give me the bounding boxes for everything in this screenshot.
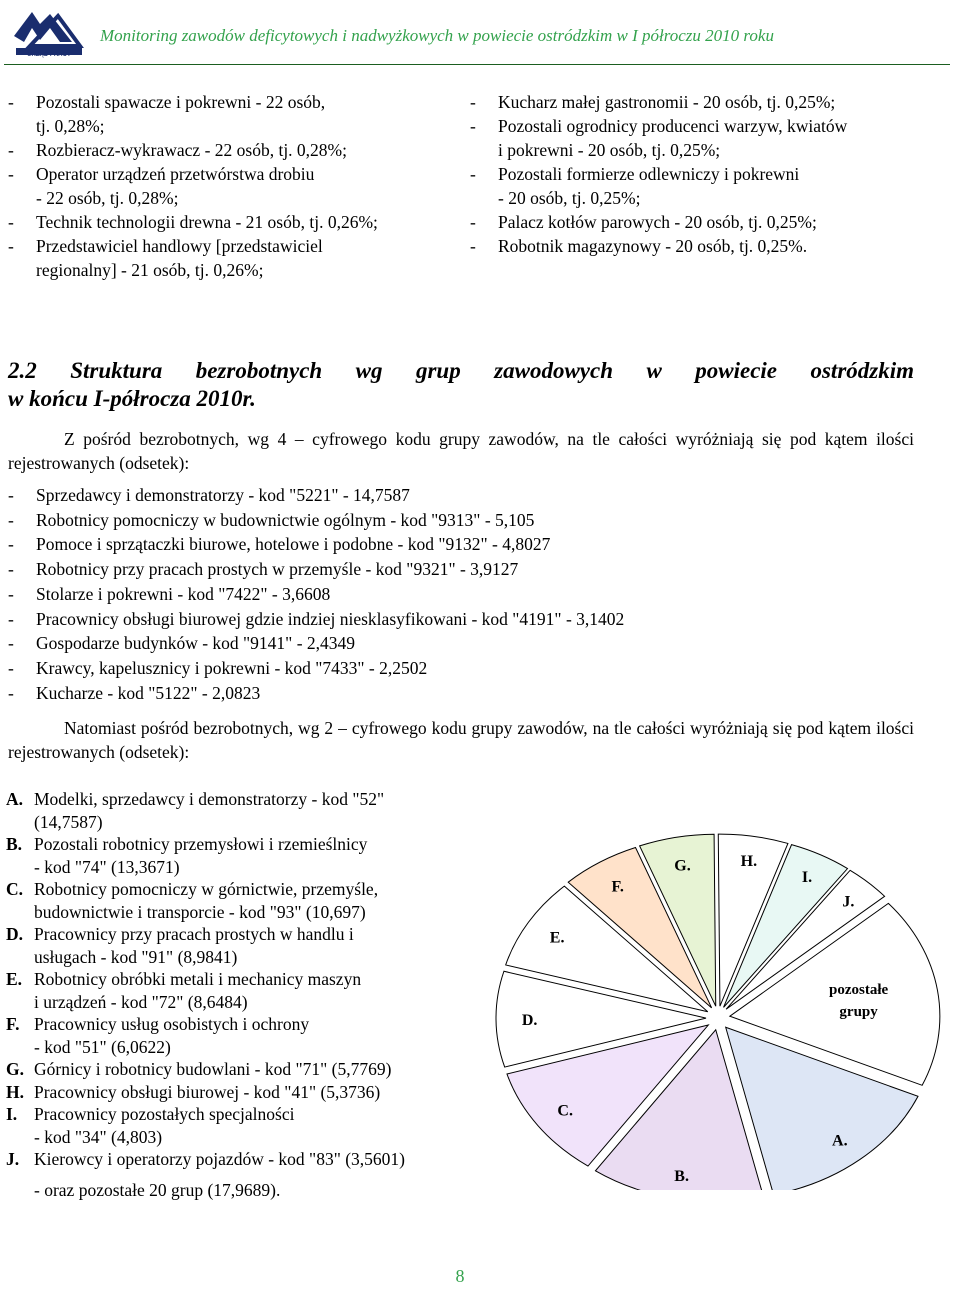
list-item: - Krawcy, kapelusznicy i pokrewni - kod "7433" - 2,2502 <box>8 657 428 678</box>
legend-item: J. Kierowcy i operatorzy pojazdów - kod "83" (3,5601) <box>6 1149 405 1169</box>
legend-item: A. Modelki, sprzedawcy i demonstratorzy - kod "52" (14,7587) <box>6 789 385 832</box>
legend-item: I. Pracownicy pozostałych specjalności - kod "34" (4,803) <box>6 1104 295 1147</box>
legend-item: C. Robotnicy pomocniczy w górnictwie, przemyśle, budownictwie i transporcie - kod "93" (10,697) <box>6 879 379 922</box>
list-item: - Stolarze i pokrewni - kod "7422" - 3,6608 <box>8 583 331 604</box>
list-item: - Sprzedawcy i demonstratorzy - kod "5221" - 14,7587 <box>8 485 410 505</box>
top-list-right <box>470 90 940 258</box>
pie-chart <box>478 820 952 1190</box>
list-item: - Kucharz małej gastronomii - 20 osób, tj. 0,25%; <box>470 92 836 112</box>
list-item: - Pracownicy obsługi biurowej gdzie indziej niesklasyfikowani - kod "4191" - 3,1402 <box>8 608 625 629</box>
list-item: - Pozostali spawacze i pokrewni - 22 osób, tj. 0,28%; <box>8 92 326 136</box>
occupation-list <box>8 483 914 705</box>
legend-item: G. Górnicy i robotnicy budowlani - kod "71" (5,7769) <box>6 1059 392 1079</box>
legend-item: B. Pozostali robotnicy przemysłowi i rzemieślnicy - kod "74" (13,3671) <box>6 834 368 877</box>
list-item: - Palacz kotłów parowych - 20 osób, tj. 0,25%; <box>470 212 817 232</box>
legend-remaining-groups: - oraz pozostałe 20 grup (17,9689). <box>34 1179 281 1200</box>
pie-slice-label: I. <box>801 869 813 887</box>
logo-text: URZĄD PRACY <box>27 52 71 58</box>
list-item: - Gospodarze budynków - kod "9141" - 2,4349 <box>8 633 356 654</box>
list-item: - Robotnicy pomocniczy w budownictwie ogólnym - kod "9313" - 5,105 <box>8 509 535 530</box>
pie-slice-label: C. <box>557 1102 573 1120</box>
list-item: - Pozostali formierze odlewniczy i pokrewni - 20 osób, tj. 0,25%; <box>470 164 800 208</box>
list-item: - Robotnik magazynowy - 20 osób, tj. 0,25%. <box>470 236 808 256</box>
list-item: - Operator urządzeń przetwórstwa drobiu - 22 osób, tj. 0,28%; <box>8 164 315 208</box>
legend-item: D. Pracownicy przy pracach prostych w handlu i usługach - kod "91" (8,9841) <box>6 924 354 967</box>
page-header <box>0 0 960 68</box>
legend-item: F. Pracownicy usług osobistych i ochrony - kod "51" (6,0622) <box>6 1014 310 1057</box>
list-item: - Technik technologii drewna - 21 osób, tj. 0,26%; <box>8 212 378 232</box>
intro-paragraph: Z pośród bezrobotnych, wg 4 – cyfrowego kodu grupy zawodów, na tle całości wyróżniają się pod kątem ilości rejestrowanych (odsetek): <box>8 429 914 473</box>
list-item: - Robotnicy przy pracach prostych w przemyśle - kod "9321" - 3,9127 <box>8 559 519 580</box>
top-list-left <box>8 90 458 282</box>
pie-slice-label: H. <box>740 853 758 871</box>
list-item: - Pomoce i sprzątaczki biurowe, hotelowe i podobne - kod "9132" - 4,8027 <box>8 534 551 555</box>
list-item: - Pozostali ogrodnicy producenci warzyw, kwiatów i pokrewni - 20 osób, tj. 0,25%; <box>470 116 848 160</box>
pie-slice-label: E. <box>549 929 565 947</box>
list-item: - Przedstawiciel handlowy [przedstawiciel regionalny] - 21 osób, tj. 0,26%; <box>8 236 323 280</box>
pie-slice-label: grupy <box>839 1004 878 1021</box>
pie-slice-label: J. <box>842 893 855 911</box>
pie-slice-label: F. <box>611 878 624 896</box>
list-item: - Rozbieracz-wykrawacz - 22 osób, tj. 0,28%; <box>8 140 348 160</box>
section-heading: 2.2 Struktura bezrobotnych wg grup zawodowych w powiecie ostródzkim w końcu I-półrocza 2010r. <box>8 358 914 411</box>
list-item: - Kucharze - kod "5122" - 2,0823 <box>8 682 261 703</box>
pie-slice-label: D. <box>521 1012 538 1030</box>
legend-item: E. Robotnicy obróbki metali i mechanicy maszyn i urządzeń - kod "72" (8,6484) <box>6 969 362 1012</box>
pie-slice-label: G. <box>674 857 691 875</box>
pie-slice-label: pozostałe <box>828 982 889 999</box>
chart-legend <box>6 788 458 1201</box>
pie-slice-label: A. <box>832 1132 848 1150</box>
legend-item: H. Pracownicy obsługi biurowej - kod "41" (5,3736) <box>6 1081 381 1102</box>
header-title: Monitoring zawodów deficytowych i nadwyżkowych w powiecie ostródzkim w I półroczu 2010 roku <box>100 26 774 45</box>
page-number: 8 <box>455 1266 465 1286</box>
header-divider <box>4 64 950 65</box>
second-paragraph: Natomiast pośród bezrobotnych, wg 2 – cyfrowego kodu grupy zawodów, na tle całości wyróżniają się pod kątem ilości rejestrowanych (odsetek): <box>8 718 914 762</box>
pie-slice-label: B. <box>674 1168 689 1186</box>
